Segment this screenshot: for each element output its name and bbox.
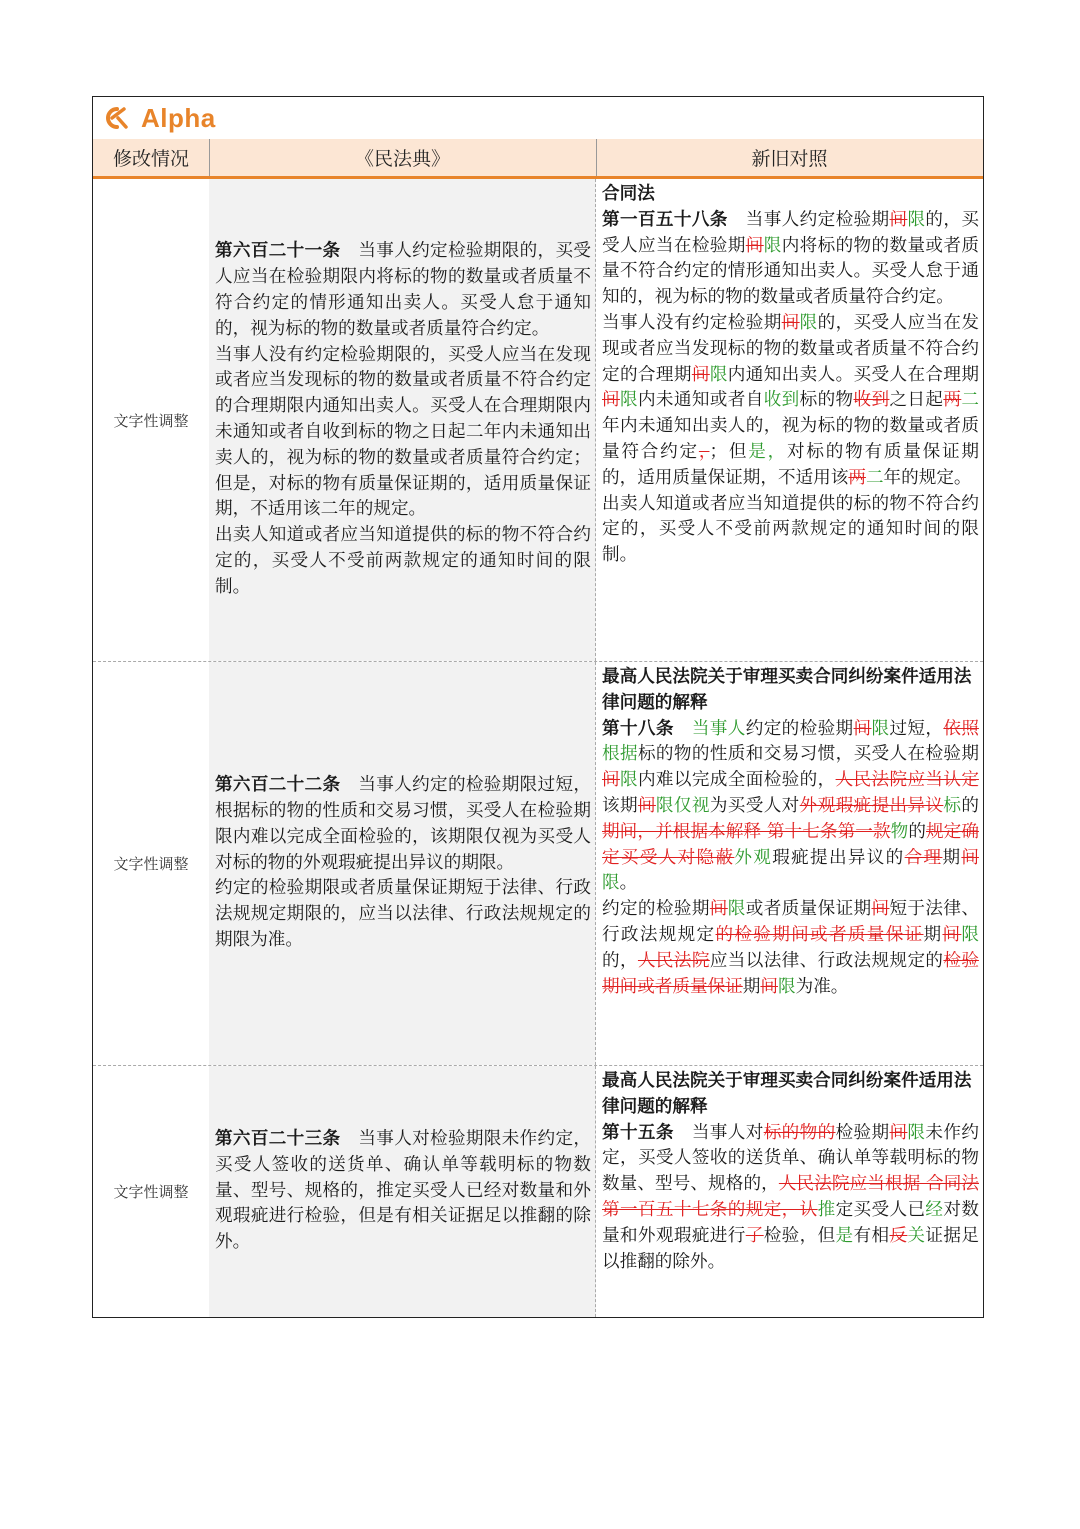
unchanged-text: 约定的检验期 [745, 718, 854, 739]
inserted-text: 外观 [734, 847, 773, 868]
unchanged-text: 短于法律、行政法规规定 [602, 899, 979, 945]
unchanged-text: 检验期 [835, 1122, 890, 1143]
deleted-text: 人民法院应当认定 [835, 770, 979, 791]
unchanged-text: 当事人没有约定检验期 [602, 312, 782, 333]
brand-name: Alpha [141, 102, 216, 133]
deleted-text: 间 [889, 209, 908, 230]
comparison-paragraph [602, 1123, 979, 1272]
unchanged-text: 对数量和外观瑕疵进行 [602, 1199, 979, 1246]
unchanged-text: 内难以完成全面检验的， [637, 770, 836, 791]
unchanged-text: 内未通知或者自 [637, 390, 764, 411]
unchanged-text: 证据足以推翻的除外。 [602, 1225, 979, 1272]
deleted-text: 间 [709, 899, 728, 920]
code-paragraph: 出卖人知道或者应当知道提供的标的物不符合约定的，买受人不受前两款规定的通知时间的限制。 [215, 525, 591, 597]
code-paragraph: 当事人约定检验期限的，买受人应当在检验期限内将标的物的数量或者质量不符合约定的情形通知出卖人。买受人怠于通知的，视为标的物的数量或者质量符合约定。 [215, 241, 591, 339]
civil-code-cell [209, 1066, 596, 1317]
deleted-text: 两 [848, 467, 866, 488]
unchanged-text: 标的物 [799, 390, 854, 411]
unchanged-text: 为买受人对 [709, 795, 800, 816]
unchanged-text: 出卖人知道或者应当知道提供的标的物不符合约定的，买受人不受前两款规定的通知时间的限制。 [602, 493, 979, 566]
unchanged-text: 或者质量保证期 [745, 899, 872, 920]
unchanged-text: ；但 [709, 441, 749, 462]
inserted-text: 限 [961, 924, 979, 945]
deleted-text: 检验期间或者质量保证 [602, 950, 979, 997]
deleted-text: 标的物的 [763, 1122, 836, 1143]
deleted-text: 间 [781, 312, 800, 333]
deleted-text: 两 [943, 390, 962, 411]
code-paragraph: 当事人对检验期限未作约定，买受人签收的送货单、确认单等载明标的物数量、型号、规格的，推定买受人已经对数量和外观瑕疵进行检验，但是有相关证据足以推翻的除外。 [215, 1129, 591, 1253]
deleted-text: 间 [745, 235, 764, 256]
deleted-text: 间 [871, 899, 890, 920]
comparison-document [92, 96, 984, 1318]
article-number: 第六百二十一条 [215, 241, 341, 262]
unchanged-text: 期 [923, 924, 943, 945]
unchanged-text: 期 [742, 976, 761, 997]
alpha-logo-icon [101, 103, 131, 133]
deleted-text: 期间，并根据本解释 第十七条第一款 [602, 821, 891, 842]
inserted-text: 限 [727, 899, 746, 920]
source-law: 合同法 [602, 184, 655, 204]
deleted-text: 人民法院 [637, 950, 710, 971]
header-comparison: 新旧对照 [751, 148, 828, 170]
code-paragraph: 约定的检验期限或者质量保证期短于法律、行政法规规定期限的，应当以法律、行政法规规定的期限为准。 [215, 878, 591, 950]
inserted-text: 限 [777, 976, 796, 997]
civil-code-text [215, 1127, 591, 1256]
inserted-text: 限 [602, 873, 620, 894]
unchanged-text: 为准。 [795, 976, 849, 997]
deleted-text: 间 [889, 1122, 908, 1143]
deleted-text: 依照 [943, 718, 979, 739]
unchanged-text: 当事人约定检验期 [745, 209, 890, 230]
inserted-text: 物 [890, 821, 909, 842]
unchanged-text: 对标的物有质量保证期的，适用质量保证期，不适用该 [602, 441, 979, 488]
unchanged-text: 过短， [889, 718, 944, 739]
inserted-text: 根据 [602, 744, 638, 765]
deleted-text: 人民法院应当根据 合同法第一百五十七条的规定，认 [602, 1174, 979, 1220]
comparison-text [602, 208, 979, 569]
unchanged-text: 有相 [853, 1225, 890, 1246]
deleted-text: 间 [853, 718, 872, 739]
comparison-text [602, 717, 979, 1001]
inserted-text: 二 [961, 390, 979, 411]
article-number: 第六百二十三条 [215, 1129, 341, 1149]
deleted-text: 的检验期间或者质量保证 [715, 924, 924, 945]
inserted-text: 限 [907, 1122, 926, 1143]
deleted-text: 间 [942, 924, 962, 945]
change-type: 文字性调整 [93, 662, 210, 1065]
deleted-text: ， [698, 441, 710, 462]
unchanged-text: 的 [908, 821, 926, 842]
article-number: 第一百五十八条 [602, 209, 728, 230]
inserted-text: 标 [943, 795, 962, 816]
unchanged-text: 该期 [602, 795, 638, 816]
deleted-text: 间 [961, 847, 979, 868]
deleted-text: 反 [889, 1225, 908, 1246]
civil-code-text [215, 773, 591, 954]
article-number: 第十五条 [602, 1122, 674, 1143]
deleted-text: 间 [760, 976, 778, 997]
unchanged-text: 年的规定。 [883, 467, 972, 488]
civil-code-text [215, 239, 591, 600]
comparison-paragraph [602, 897, 979, 1000]
inserted-text: 是， [748, 441, 787, 462]
inserted-text: 是 [835, 1225, 854, 1246]
deleted-text: 收到 [853, 390, 890, 411]
unchanged-text: 当事人对 [691, 1122, 764, 1143]
article-number: 第六百二十二条 [215, 775, 341, 796]
inserted-text: 限 [709, 364, 728, 385]
comparison-paragraph [602, 311, 979, 492]
comparison-text [602, 1121, 979, 1276]
table-row [93, 661, 983, 1065]
deleted-text: 合理 [904, 847, 943, 868]
unchanged-text: 标的物的性质和交易习惯，买受人在检验期 [637, 744, 979, 765]
header-civil-code: 《民法典》 [209, 139, 597, 176]
source-law: 最高人民法院关于审理买卖合同纠纷案件适用法律问题的解释 [602, 667, 972, 713]
inserted-text: 关 [907, 1225, 926, 1246]
deleted-text: 间 [602, 390, 620, 411]
table-row [93, 1065, 983, 1317]
table-row [93, 179, 983, 661]
unchanged-text: 检验，但 [763, 1225, 836, 1246]
deleted-text: 规定确定买受人对隐蔽 [602, 821, 979, 868]
inserted-text: 收到 [763, 390, 800, 411]
change-type: 文字性调整 [93, 1066, 210, 1317]
unchanged-text: 。 [619, 873, 638, 894]
comparison-paragraph [602, 492, 979, 569]
unchanged-text: 的， [602, 950, 638, 971]
change-type: 文字性调整 [93, 179, 210, 661]
unchanged-text: 内通知出卖人。买受人在合理期 [727, 364, 979, 385]
deleted-text: 间 [637, 795, 656, 816]
unchanged-text: 年内未通知出卖人的，视为标的物的数量或者质量符合约定 [602, 416, 979, 462]
inserted-text: 限 [619, 390, 638, 411]
inserted-text: 当事人 [691, 718, 746, 739]
unchanged-text: 内将标的物的数量或者质量不符合约定的情形通知出卖人。买受人怠于通知的，视为标的物的数量或者质量符合约定。 [602, 235, 979, 308]
inserted-text: 限仅视 [655, 795, 710, 816]
comparison-cell [596, 662, 983, 1065]
inserted-text: 推 [817, 1199, 836, 1220]
unchanged-text: 约定的检验期 [602, 899, 710, 920]
brand-bar [93, 97, 983, 140]
comparison-paragraph [602, 719, 979, 894]
code-paragraph: 当事人没有约定检验期限的，买受人应当在发现或者应当发现标的物的数量或者质量不符合约定的合理期限内通知出卖人。买受人在合理期限内未通知或者自收到标的物之日起二年内未通知出卖人的，视为标的物的数量或者质量符合约定；但是，对标的物有质量保证期的，适用质量保证期，不适用该二年的规定。 [215, 344, 591, 520]
civil-code-cell [209, 662, 596, 1065]
inserted-text: 限 [871, 718, 890, 739]
unchanged-text: 的 [961, 795, 979, 816]
inserted-text: 二 [865, 467, 884, 488]
inserted-text: 经 [925, 1199, 944, 1220]
header-change-type: 修改情况 [93, 139, 210, 176]
source-law: 最高人民法院关于审理买卖合同纠纷案件适用法律问题的解释 [602, 1071, 972, 1117]
unchanged-text: 定买受人已 [835, 1199, 926, 1220]
deleted-text: 间 [602, 770, 620, 791]
unchanged-text: 应当以法律、行政法规规定的 [709, 950, 944, 971]
unchanged-text: 期 [942, 847, 962, 868]
unchanged-text: 未作约定，买受人签收的送货单、确认单等载明标的物数量、型号、规格的， [602, 1122, 979, 1195]
deleted-text: 了 [745, 1225, 764, 1246]
inserted-text: 限 [907, 209, 926, 230]
inserted-text: 限 [763, 235, 782, 256]
table-header [93, 139, 983, 179]
deleted-text: 间 [691, 364, 710, 385]
unchanged-text: 的，买受人应当在发现或者应当发现标的物的数量或者质量不符合约定的合理期 [602, 312, 979, 385]
deleted-text: 外观瑕疵提出异议 [799, 795, 944, 816]
article-number: 第十八条 [602, 718, 674, 739]
unchanged-text: 之日起 [889, 390, 944, 411]
civil-code-cell [209, 179, 596, 661]
comparison-cell [596, 1066, 983, 1317]
inserted-text: 限 [799, 312, 818, 333]
comparison-cell [596, 179, 983, 661]
unchanged-text: 瑕疵提出异议的 [772, 847, 905, 868]
inserted-text: 限 [619, 770, 638, 791]
unchanged-text: 的，买受人应当在检验期 [602, 209, 979, 256]
code-paragraph: 当事人约定的检验期限过短，根据标的物的性质和交易习惯，买受人在检验期限内难以完成全面检验的，该期限仅视为买受人对标的物的外观瑕疵提出异议的期限。 [215, 775, 591, 873]
